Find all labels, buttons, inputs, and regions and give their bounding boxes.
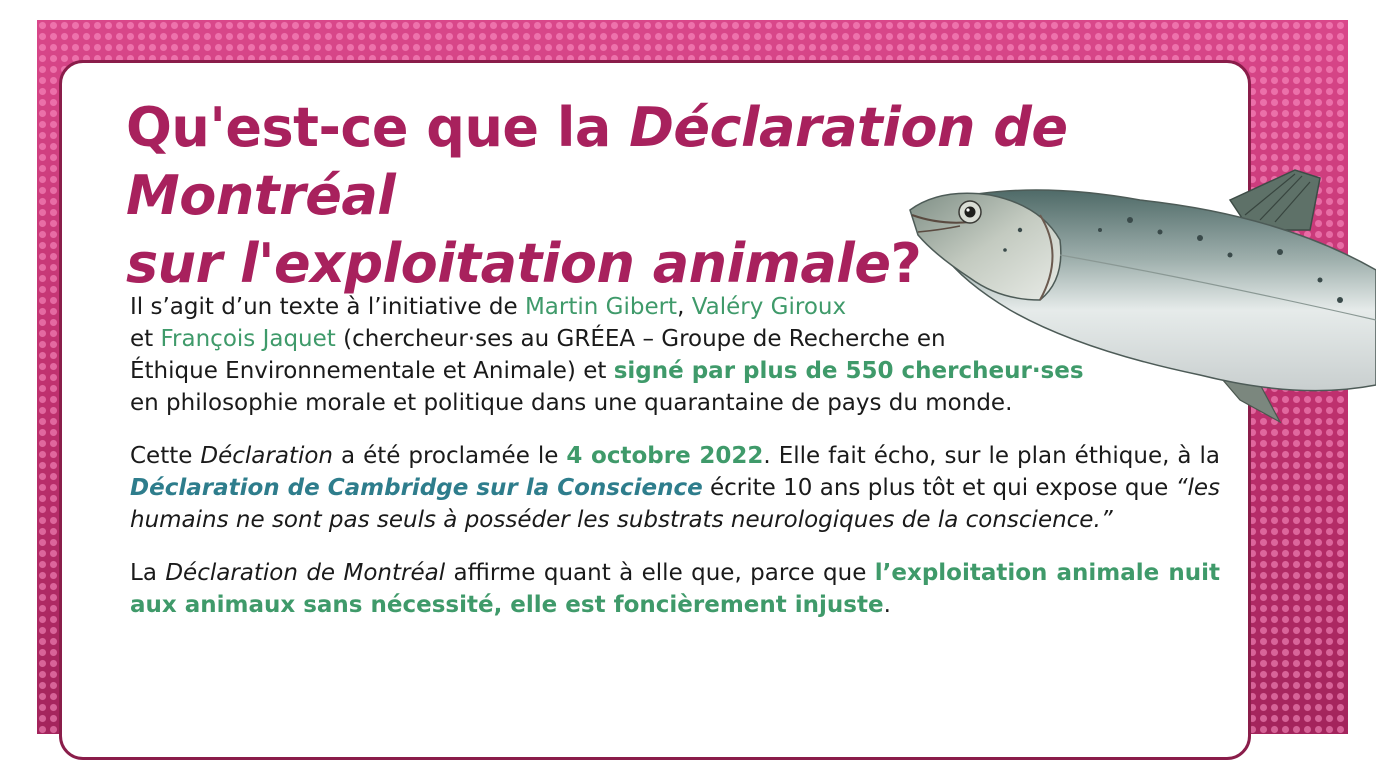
- conclusion-highlight: l’exploitation animale nuit aux animaux sans nécessité, elle est foncièrement injuste: [130, 560, 1221, 618]
- signatories-highlight: signé par plus de 550 chercheur·ses: [613, 358, 1084, 384]
- paragraph-conclusion: La Déclaration de Montréal affirme quant à elle que, parce que l’exploitation animale nuit aux animaux sans nécessité, elle est foncièrement injuste.: [130, 560, 1221, 618]
- title-italic-declaration: Déclaration de Montréal: [126, 96, 1068, 227]
- author-valery-giroux: Valéry Giroux: [691, 294, 847, 320]
- proclamation-date: 4 octobre 2022: [566, 443, 764, 469]
- title-text: Qu'est-ce que la: [126, 96, 630, 159]
- paragraph-proclamation: Cette Déclaration a été proclamée le 4 octobre 2022. Elle fait écho, sur le plan éthique, à la Déclaration de Cambridge sur la Conscience écrite 10 ans plus tôt et qui expose que “les humains ne sont pas seuls à posséder les substrats neurologiques de la conscience.”: [130, 443, 1221, 533]
- body-text: [130, 291, 1220, 642]
- title-question-mark: ?: [890, 232, 922, 295]
- author-francois-jaquet: François Jaquet: [160, 326, 336, 352]
- paragraph-authors: Il s’agit d’un texte à l’initiative de Martin Gibert, Valéry Giroux et François Jaquet (chercheur·ses au GRÉEA – Groupe de Recherche en Éthique Environnementale et Animale) et signé par plus de 550 chercheur·ses en philosophie morale et politique dans une quarantaine de pays du monde.: [130, 294, 1084, 416]
- author-martin-gibert: Martin Gibert: [524, 294, 678, 320]
- title-italic-exploitation: sur l'exploitation animale: [126, 232, 891, 295]
- quote-text: “les humains ne sont pas seuls à posséder les substrats neurologiques de la conscience.”: [130, 475, 1221, 533]
- cambridge-declaration: Déclaration de Cambridge sur la Conscience: [130, 475, 703, 501]
